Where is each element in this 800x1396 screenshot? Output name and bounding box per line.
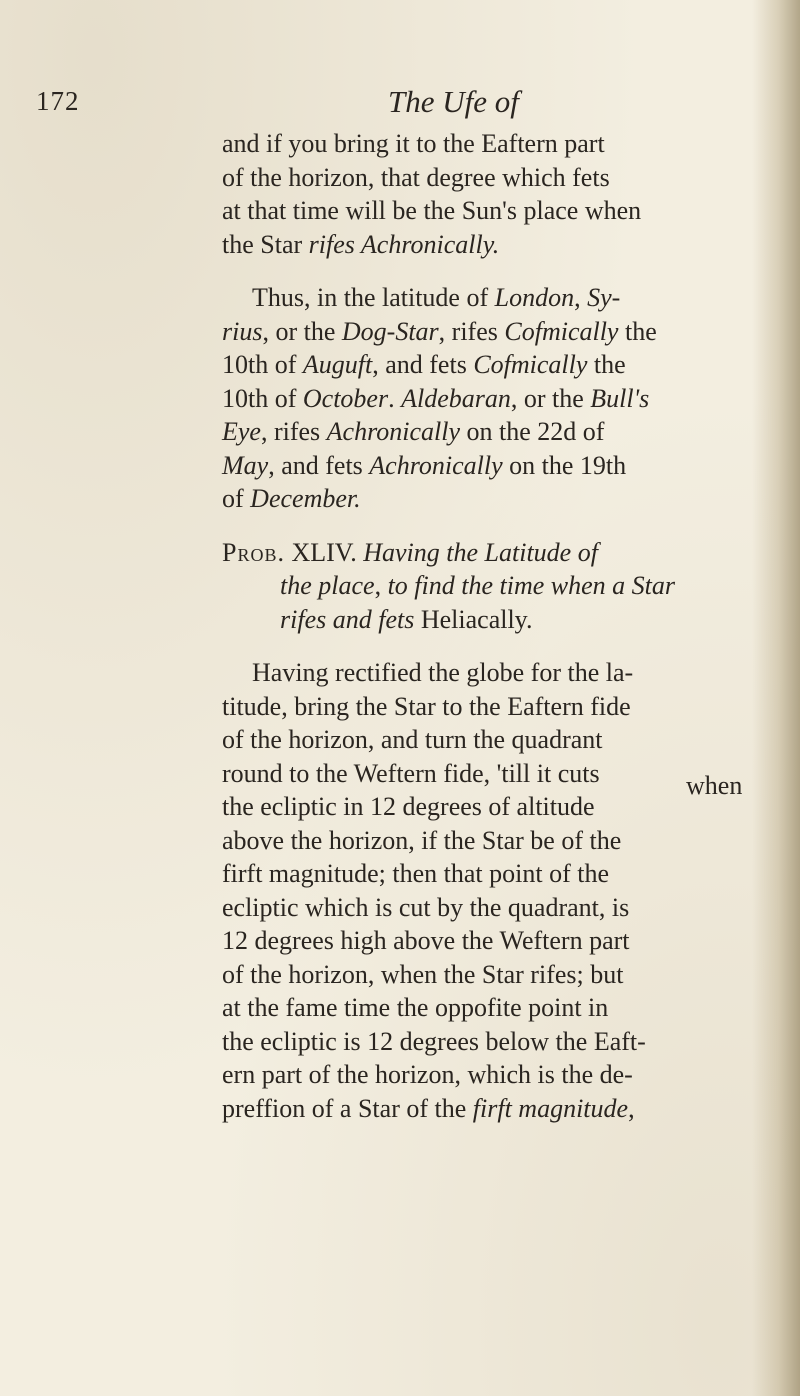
- italic-span: rifes Achronically.: [308, 229, 500, 259]
- italic-span: Eye: [222, 417, 261, 446]
- italic-span: December.: [250, 484, 361, 513]
- text-line: [222, 382, 760, 416]
- text-line: [222, 228, 760, 262]
- text-span: preffion of a Star of the: [222, 1093, 473, 1123]
- italic-span: October: [302, 383, 389, 413]
- text-line: of the horizon, when the Star rifes; but: [222, 959, 624, 989]
- text-span: Thus, in the latitude of: [252, 283, 495, 312]
- paragraph-2: [222, 281, 760, 516]
- page-number: 172: [36, 86, 80, 116]
- italic-span: rifes and fets: [280, 604, 415, 634]
- text-line: [222, 1092, 760, 1126]
- paragraph-gap: [222, 516, 760, 536]
- text-line: at the fame time the oppofite point in: [222, 993, 609, 1022]
- text-line: [222, 348, 760, 382]
- text-span: ,: [374, 571, 388, 600]
- text-line: [222, 569, 760, 603]
- problem-number: XLIV.: [284, 537, 364, 567]
- italic-span: Aldebaran: [401, 383, 511, 413]
- italic-span: the place: [280, 571, 375, 600]
- text-span: the: [618, 316, 657, 346]
- text-span: the Star: [222, 229, 309, 259]
- text-span: 10th of: [222, 350, 303, 379]
- italic-span: firft magnitude: [472, 1093, 629, 1123]
- italic-span: Sy-: [587, 283, 621, 312]
- text-span: .: [388, 383, 402, 413]
- paragraph-gap: [222, 261, 760, 281]
- text-line: [222, 281, 760, 315]
- italic-span: Auguft: [302, 350, 373, 379]
- italic-span: Cofmically: [504, 316, 619, 346]
- text-line: Having rectified the globe for the la-: [252, 658, 634, 687]
- text-line: [222, 315, 760, 349]
- italic-span: Having the Latitude of: [363, 537, 598, 567]
- text-line: [222, 603, 760, 637]
- text-line: the ecliptic is 12 degrees below the Eaft-: [222, 1026, 646, 1056]
- text-line: [222, 536, 760, 570]
- problem-label: Prob.: [222, 537, 285, 567]
- text-span: on the 22d of: [460, 417, 605, 446]
- italic-span: Achronically: [369, 450, 503, 480]
- text-line: firft magnitude; then that point of the: [222, 859, 610, 888]
- text-span: , rifes: [438, 316, 505, 346]
- italic-span: London: [494, 283, 575, 312]
- text-line: above the horizon, if the Star be of the: [222, 825, 622, 855]
- paragraph-1: [222, 127, 760, 261]
- text-line: [222, 415, 760, 449]
- text-line: of the horizon, and turn the quadrant: [222, 725, 603, 754]
- italic-span: Cofmically: [473, 350, 588, 379]
- text-span: , rifes: [260, 417, 327, 446]
- text-span: , and fets: [268, 450, 370, 480]
- text-line: and if you bring it to the Eaftern part: [222, 129, 605, 158]
- running-head: The Ufe of: [388, 84, 519, 119]
- text-line: round to the Weftern fide, 'till it cuts: [222, 758, 600, 788]
- text-span: , and fets: [372, 350, 474, 379]
- text-line: the ecliptic in 12 degrees of altitude: [222, 792, 595, 821]
- text-line: of the horizon, that degree which fets: [222, 162, 610, 192]
- text-span: the: [587, 350, 626, 379]
- paragraph-3: [222, 656, 760, 1125]
- catchword: when: [686, 771, 743, 800]
- italic-span: to find the time when a Star: [387, 571, 675, 600]
- text-span: , or the: [510, 383, 591, 413]
- text-line: 12 degrees high above the Weftern part: [222, 926, 630, 955]
- text-line: at that time will be the Sun's place when: [222, 196, 642, 225]
- text-line: titude, bring the Star to the Eaftern fide: [222, 691, 631, 721]
- text-line: ecliptic which is cut by the quadrant, is: [222, 892, 630, 922]
- paragraph-gap: [222, 636, 760, 656]
- italic-span: May: [222, 450, 269, 480]
- text-line: [222, 449, 760, 483]
- text-span: ,: [628, 1093, 635, 1123]
- italic-span: rius: [222, 316, 263, 346]
- text-span: of: [222, 484, 251, 513]
- text-span: , or the: [262, 316, 342, 346]
- italic-span: Dog-Star: [341, 316, 439, 346]
- page-body: [222, 127, 760, 1125]
- text-span: on the 19th: [502, 450, 627, 480]
- text-line: ern part of the horizon, which is the de-: [222, 1060, 633, 1089]
- problem-heading: [222, 536, 760, 637]
- italic-span: Bull's: [590, 383, 650, 413]
- italic-span: Achronically: [326, 417, 460, 446]
- text-line: [222, 482, 760, 516]
- text-span: 10th of: [222, 383, 303, 413]
- text-span: Heliacally.: [414, 604, 533, 634]
- text-span: ,: [574, 283, 588, 312]
